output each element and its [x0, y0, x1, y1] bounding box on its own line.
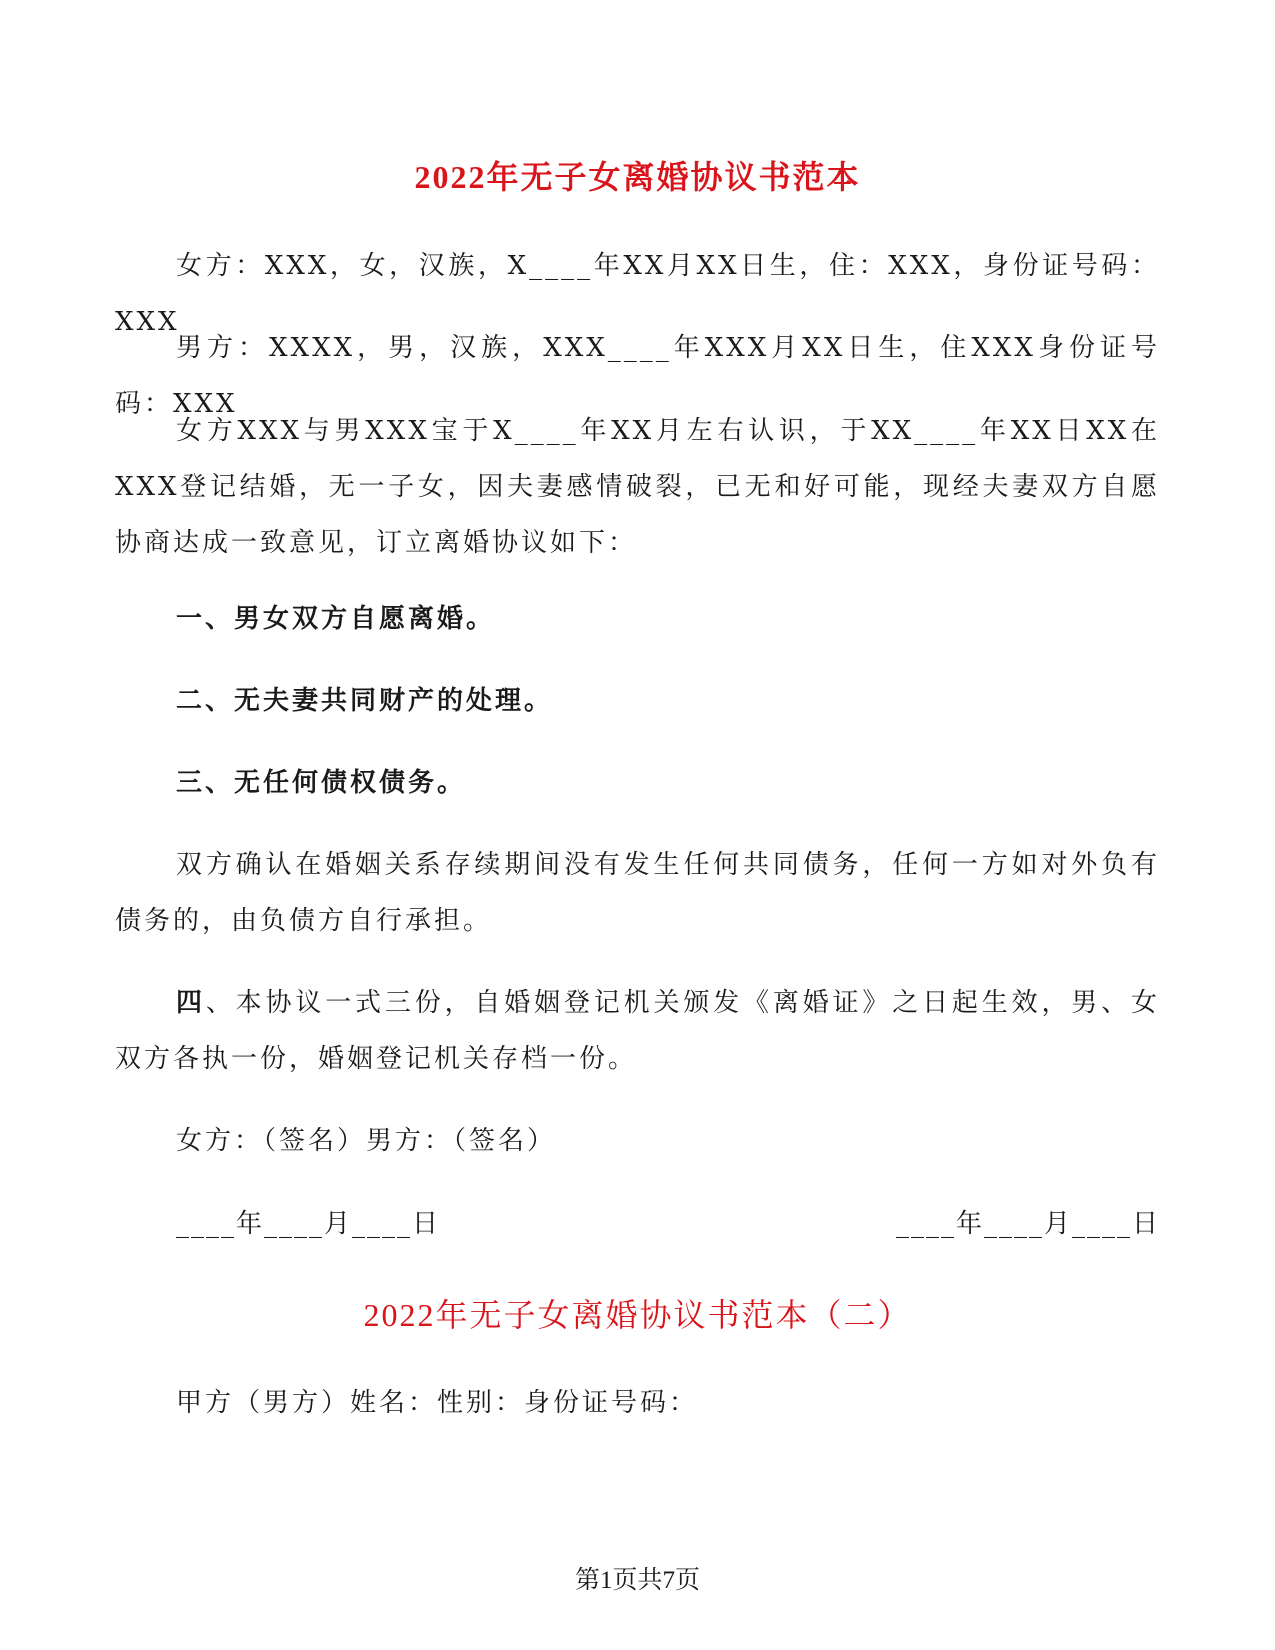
clause-2: 二、无夫妻共同财产的处理。	[176, 686, 554, 716]
intro-paragraph: 女方XXX与男XXX宝于X____年XX月左右认识，于XX____年XX日XX在XXX登记结婚，无一子女，因夫妻感情破裂，已无和好可能，现经夫妻双方自愿协商达成一致意见，订立离婚协议如下：	[115, 416, 1160, 558]
date-right: ____年____月____日	[895, 1209, 1160, 1239]
section-2-title: 2022年无子女离婚协议书范本（二）	[363, 1297, 912, 1333]
clause-4-number: 四	[176, 988, 206, 1018]
wife-info-paragraph: 女方：XXX，女，汉族，X____年XX月XX日生，住：XXX，身份证号码：XXX	[115, 251, 1160, 337]
date-left: ____年____月____日	[176, 1209, 441, 1239]
debt-detail-paragraph: 双方确认在婚姻关系存续期间没有发生任何共同债务，任何一方如对外负有债务的，由负债方自行承担。	[115, 850, 1160, 936]
signature-line: 女方：（签名）男方：（签名）	[176, 1126, 557, 1156]
husband-info-paragraph: 男方：XXXX，男，汉族，XXX____年XXX月XX日生，住XXX身份证号码：XXX	[115, 333, 1160, 419]
party-a-info: 甲方（男方）姓名：性别：身份证号码：	[176, 1388, 699, 1418]
clause-4	[115, 975, 1160, 1087]
clause-4-text: 、本协议一式三份，自婚姻登记机关颁发《离婚证》之日起生效，男、女双方各执一份，婚姻登记机关存档一份。	[115, 988, 1160, 1074]
clause-3: 三、无任何债权债务。	[176, 768, 467, 798]
clause-1: 一、男女双方自愿离婚。	[176, 604, 496, 634]
document-title: 2022年无子女离婚协议书范本	[414, 159, 861, 195]
page-footer: 第1页共7页	[574, 1567, 700, 1594]
